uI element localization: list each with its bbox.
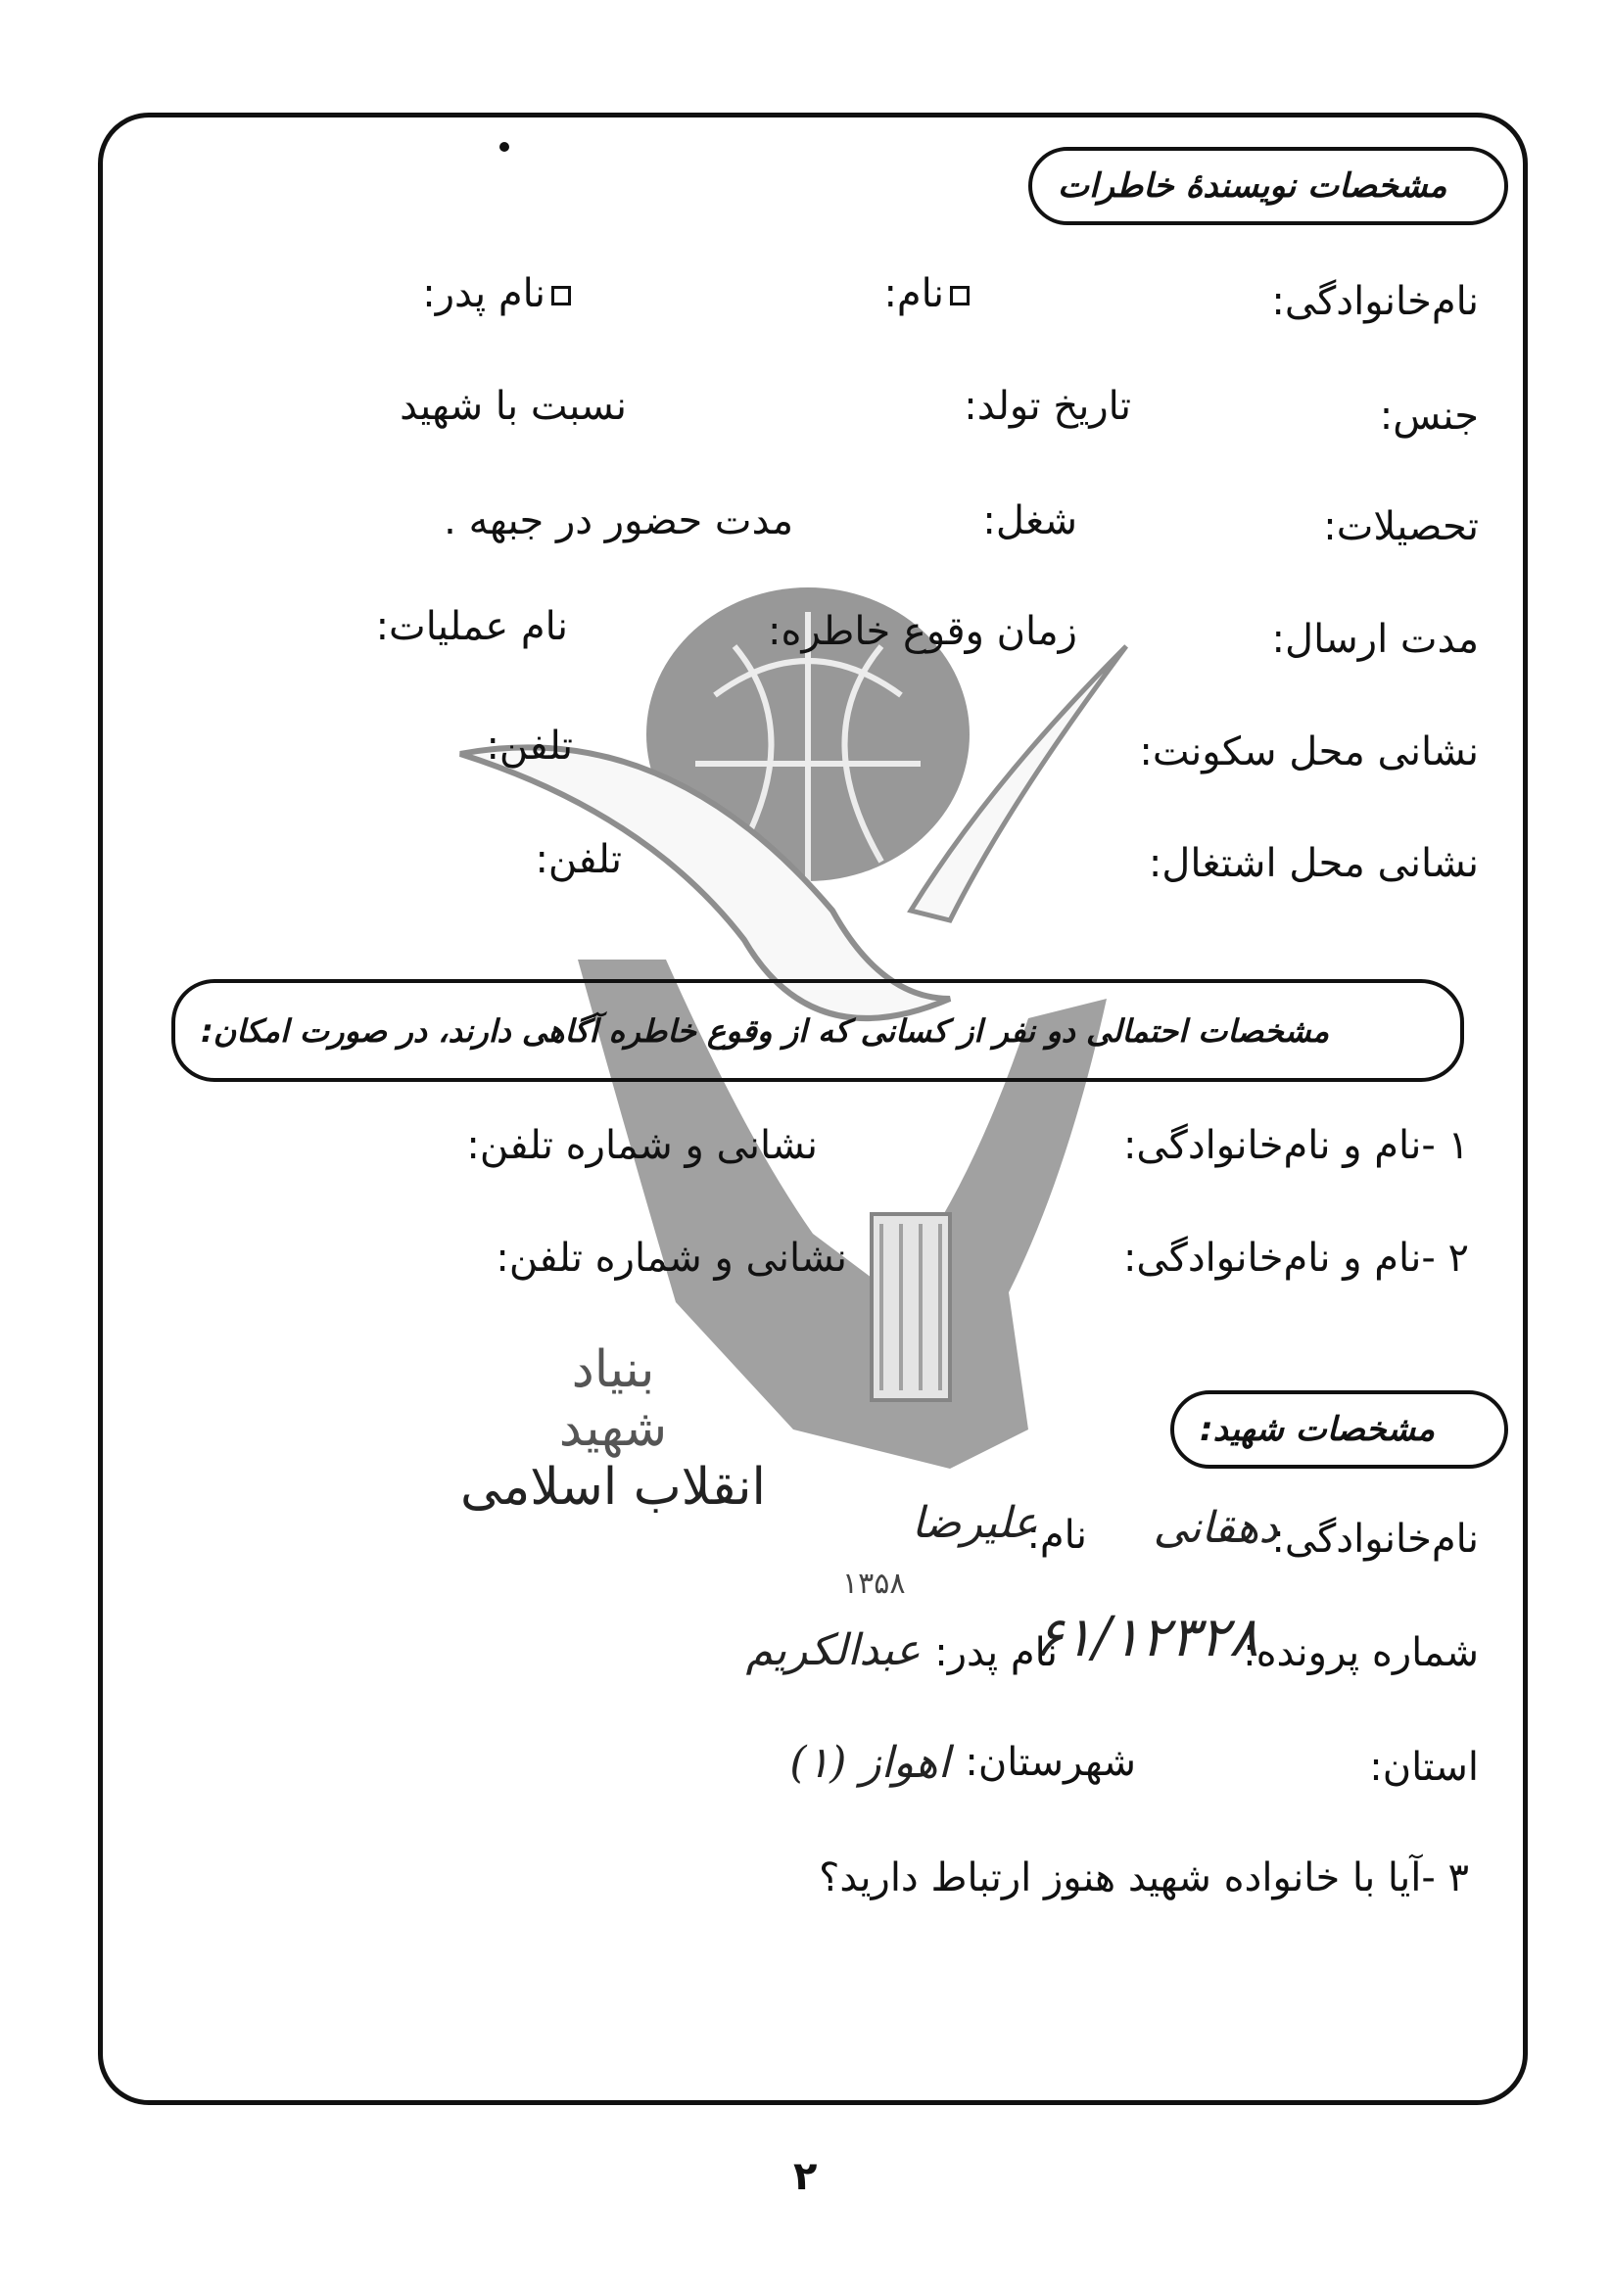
page-number: ۲ [793,2154,818,2199]
witness1-name-label: ۱ -نام و نام‌خانوادگی: [1122,1123,1469,1168]
martyr-file-number-label: شماره پرونده: [1243,1630,1479,1675]
writer-birth-date-label: تاریخ تولد: [964,384,1131,429]
writer-operation-name-label: نام عملیات: [375,604,568,649]
witness1-address-label: نشانی و شماره تلفن: [466,1123,818,1168]
martyr-section-heading [1170,1390,1508,1469]
writer-name-label: نام: [883,274,970,313]
question-3: ۳ -آیا با خانواده شهید هنوز ارتباط دارید؟ [819,1855,1469,1900]
writer-work-address-label: نشانی محل اشتغال: [1148,841,1479,886]
writer-home-address-label: نشانی محل سکونت: [1139,729,1479,774]
martyr-name-label: نام: [1026,1513,1087,1558]
martyr-family-name-label: نام‌خانوادگی: [1271,1517,1479,1562]
witnesses-heading-text: مشخصات احتمالی دو نفر از کسانی که از وقوع خاطره آگاهی دارند، در صورت امکان: [201,1011,1330,1050]
martyr-name-value: علیرضا [911,1498,1038,1548]
writer-gender-label: جنس: [1379,394,1479,439]
writer-front-duration-label: مدت حضور در جبهه . [444,498,793,543]
ink-dot [499,142,509,152]
witness2-name-label: ۲ -نام و نام‌خانوادگی: [1122,1236,1469,1281]
writer-section-heading [1028,147,1508,225]
martyr-province-label: استان: [1369,1745,1479,1790]
checkbox-icon [950,286,970,305]
stamp-line-1: بنیاد [571,1340,655,1399]
stamp-line-3: انقلاب اسلامی [460,1457,766,1517]
writer-father-name-label: نام پدر: [422,274,571,313]
writer-home-phone-label: تلفن: [486,724,573,769]
writer-work-phone-label: تلفن: [535,837,622,882]
martyr-father-name-label: نام پدر: [934,1630,1058,1675]
checkbox-icon [551,286,571,305]
writer-relation-label: نسبت با شهید [400,384,627,429]
writer-heading-text: مشخصات نویسندهٔ خاطرات [1058,166,1447,206]
writer-memory-time-label: زمان وقوع خاطره: [768,609,1077,654]
martyr-file-number-value: ۶۱/۱۲۳۲۸ [1033,1606,1258,1669]
writer-job-label: شغل: [982,498,1077,543]
witnesses-section-heading [171,979,1464,1082]
witness2-address-label: نشانی و شماره تلفن: [496,1236,847,1281]
stamp-year: ۱۳۵۸ [842,1567,906,1601]
writer-family-name-label: نام‌خانوادگی: [1271,279,1479,324]
stamp-text [460,1341,766,1517]
martyr-city-label: شهرستان: [965,1740,1136,1785]
martyr-heading-text: مشخصات شهید: [1200,1410,1436,1449]
writer-education-label: تحصیلات: [1323,504,1479,549]
martyr-father-name-value: عبدالکریم [745,1625,921,1675]
writer-send-duration-label: مدت ارسال: [1271,617,1479,662]
martyr-family-name-value: دهقانی [1153,1503,1278,1553]
stamp-line-2: شهید [558,1398,668,1458]
martyr-city-value: اهواز (۱) [789,1738,950,1788]
